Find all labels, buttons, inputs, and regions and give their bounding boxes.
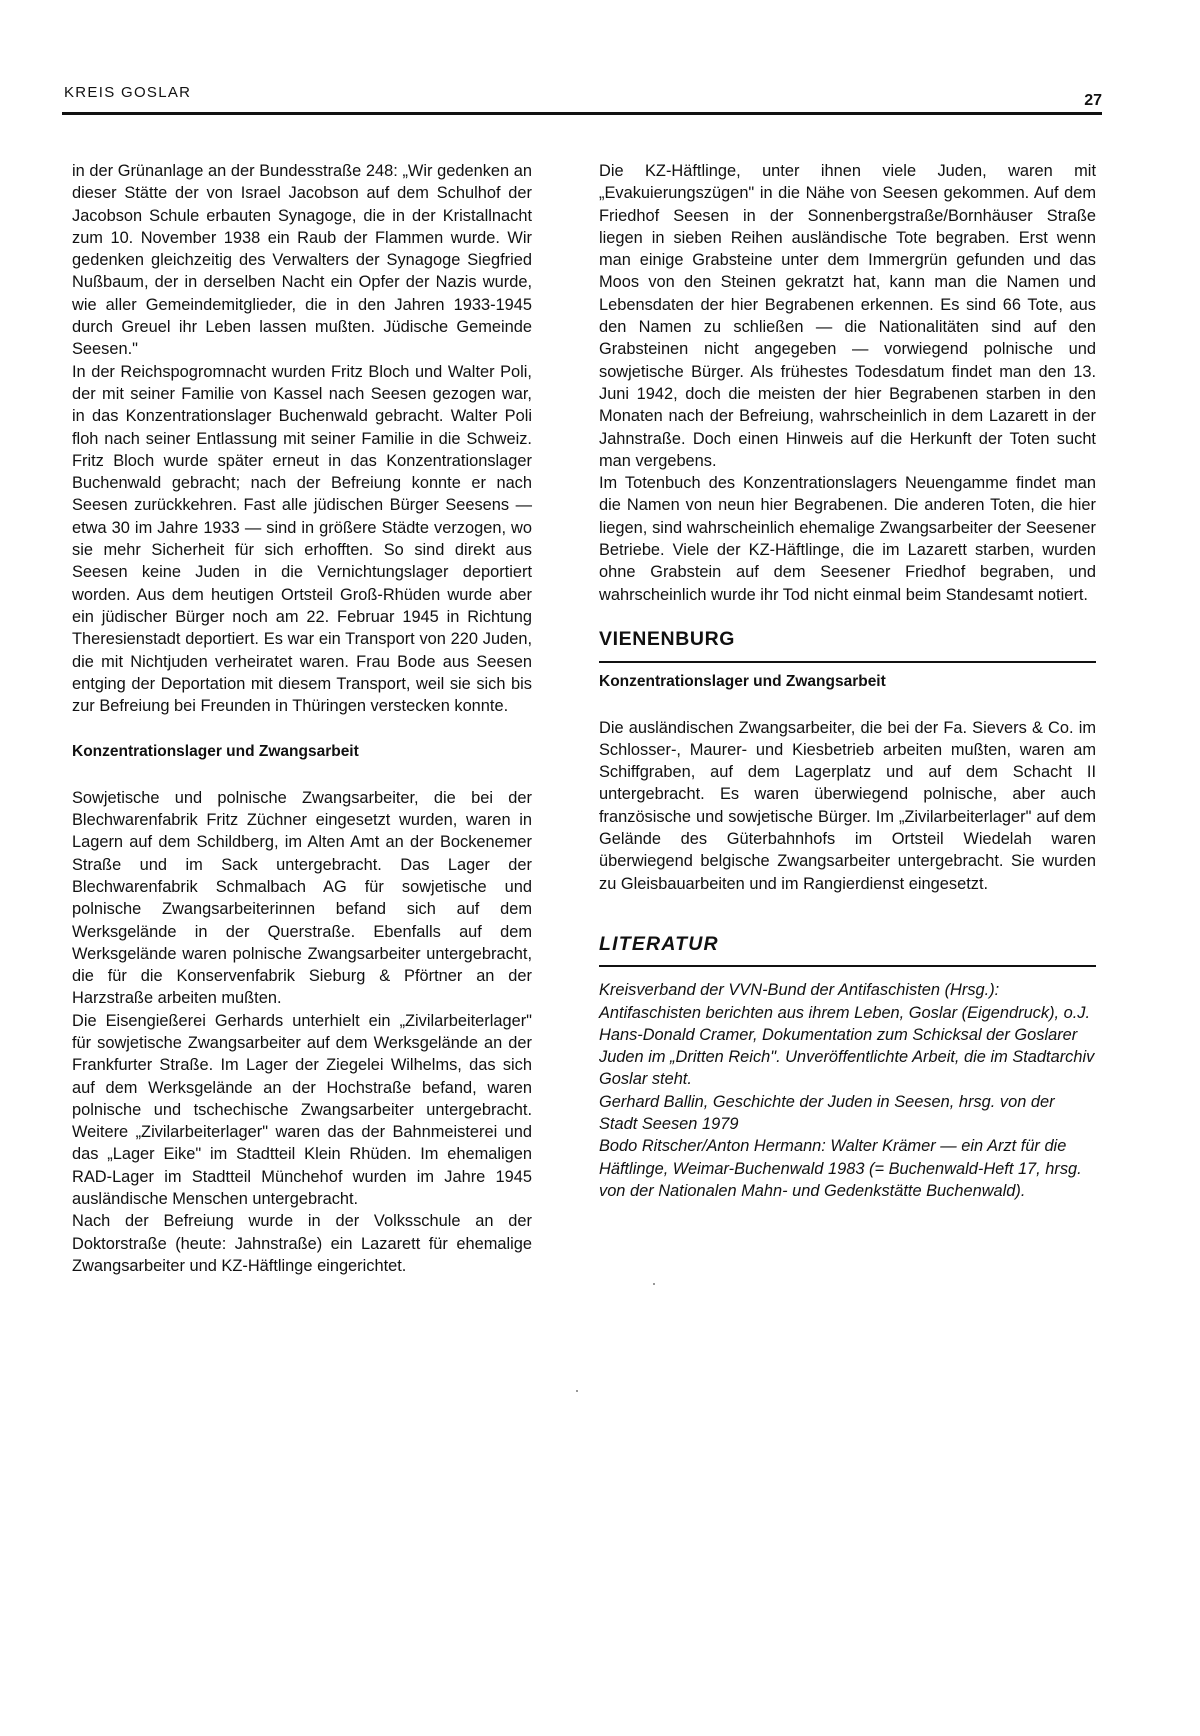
literature-entry: Gerhard Ballin, Geschichte der Juden in Seesen, hrsg. von der Stadt Seesen 1979 (599, 1092, 1055, 1133)
paragraph: Die KZ-Häftlinge, unter ihnen viele Juden, waren mit „Evakuierungszügen" in die Nähe von Seesen gekommen. Auf dem Friedhof Seesen in der Sonnenbergstraße/Bornhäuser Straße liegen in sieben Reihen ausländische Tote begraben. Erst wenn man einige Grabsteine unter dem Immergrün gefunden und das Moos von den Steinen gekratzt hat, kann man die Namen und Lebensdaten der hier Begrabenen erkennen. Es sind 66 Tote, aus den Namen zu schließen — die Nationalitäten sind auf den Grabsteinen nicht angegeben — vorwiegend polnische und sowjetische Bürger. Als frühestes Todesdatum findet man den 13. Juni 1942, doch die meisten der hier Begrabenen starben in den Monaten nach der Befreiung, wahrscheinlich in dem Lazarett in der Jahnstraße. Doch einen Hinweis auf die Herkunft der Toten sucht man vergebens. (599, 162, 1096, 470)
page-number: 27 (1084, 92, 1102, 109)
paragraph: Sowjetische und polnische Zwangsarbeiter, die bei der Blechwarenfabrik Fritz Züchner eingesetzt wurden, waren in Lagern auf dem Schildberg, im Alten Amt an der Bockenemer Straße und im Sack untergebracht. Das Lager der Blechwarenfabrik Schmalbach AG für sowjetische und polnische Zwangsarbeiterinnen befand sich auf dem Werksgelände in der Querstraße. Ebenfalls auf dem Werksgelände waren polnische Zwangsarbeiter untergebracht, die für die Konservenfabrik Sieburg & Pförtner an der Harzstraße arbeiten mußten. (72, 788, 532, 1008)
scan-speck (576, 1390, 578, 1392)
subheading: Konzentrationslager und Zwangsarbeit (599, 673, 886, 691)
running-head: KREIS GOSLAR (64, 84, 192, 101)
section-heading: VIENENBURG (599, 628, 1096, 663)
paragraph: in der Grünanlage an der Bundesstraße 248: „Wir gedenken an dieser Stätte der von Israel Jacobson auf dem Schulhof der Jacobson Schule erbauten Synagoge, die in der Kristallnacht zum 10. November 1938 ein Raub der Flammen wurde. Wir gedenken gleichzeitig des Verwalters der Synagoge Siegfried Nußbaum, der in derselben Nacht ein Opfer der Nazis wurde, wie aller Gemeindemitglieder, die in den Jahren 1933-1945 durch Greuel ihr Leben lassen mußten. Jüdische Gemeinde Seesen." (72, 162, 532, 359)
literature-heading: LITERATUR (599, 933, 1096, 967)
paragraph: Im Totenbuch des Konzentrationslagers Neuengamme findet man die Namen von neun hier Begrabenen. Die anderen Toten, die hier liegen, sind wahrscheinlich ehemalige Zwangsarbeiter der Seesener Betriebe. Viele der KZ-Häftlinge, die im Lazarett starben, wurden ohne Grabstein auf dem Seesener Friedhof begraben, und wahrscheinlich wurde ihr Tod nicht einmal beim Standesamt notiert. (599, 474, 1096, 604)
paragraph: Die ausländischen Zwangsarbeiter, die bei der Fa. Sievers & Co. im Schlosser-, Maurer- und Kiesbetrieb arbeiten mußten, waren am Schiffgraben, auf dem Lagerplatz und auf dem Schacht II untergebracht. Es waren überwiegend polnische, aber auch französische und sowjetische Bürger. Im „Zivilarbeiterlager" auf dem Gelände des Güterbahnhofs im Ortsteil Wiedelah waren überwiegend belgische Zwangsarbeiter untergebracht. Sie wurden zu Gleisbauarbeiten und im Rangierdienst eingesetzt. (599, 718, 1096, 893)
left-column (72, 160, 532, 1277)
subheading: Konzentrationslager und Zwangsarbeit (72, 743, 359, 761)
literature-entry: Bodo Ritscher/Anton Hermann: Walter Krämer — ein Arzt für die Häftlinge, Weimar-Buchenwald 1983 (= Buchenwald-Heft 17, hrsg. von der Nationalen Mahn- und Gedenkstätte Buchenwald). (599, 1137, 1082, 1200)
paragraph: In der Reichspogromnacht wurden Fritz Bloch und Walter Poli, der mit seiner Familie von Kassel nach Seesen gezogen war, in das Konzentrationslager Buchenwald gebracht. Walter Poli floh nach seiner Entlassung mit seiner Familie in die Schweiz. Fritz Bloch wurde später erneut in das Konzentrationslager Buchenwald gebracht; nach der Befreiung konnte er nach Seesen zurückkehren. Fast alle jüdischen Bürger Seesens — etwa 30 im Jahre 1933 — sind in größere Städte verzogen, wo sie mehr Sicherheit für sich erhofften. So sind direkt aus Seesen keine Juden in die Vernichtungslager deportiert worden. Aus dem heutigen Ortsteil Groß-Rhüden wurde aber ein jüdischer Bürger noch am 22. Februar 1945 in Richtung Theresienstadt deportiert. Es war ein Transport von 220 Juden, die mit Nichtjuden verheiratet waren. Frau Bode aus Seesen entging der Deportation mit diesem Transport, weil sie sich bis zur Befreiung bei Freunden in Thüringen verstecken konnte. (72, 362, 532, 716)
literature-list (599, 979, 1096, 1202)
paragraph: Die Eisengießerei Gerhards unterhielt ein „Zivilarbeiterlager" für sowjetische Zwangsarbeiter auf dem Werksgelände an der Frankfurter Straße. Im Lager der Ziegelei Wilhelms, das sich auf dem Werksgelände an der Hochstraße befand, waren polnische und tschechische Zwangsarbeiter untergebracht. Weitere „Zivilarbeiterlager" waren das der Bahnmeisterei und das „Lager Eike" im Stadtteil Klein Rhüden. Im ehemaligen RAD-Lager im Stadtteil Münchehof wurden im Jahre 1945 ausländische Menschen untergebracht. (72, 1011, 532, 1209)
right-column (599, 160, 1096, 1202)
paragraph: Nach der Befreiung wurde in der Volksschule an der Doktorstraße (heute: Jahnstraße) ein Lazarett für ehemalige Zwangsarbeiter und KZ-Häftlinge eingerichtet. (72, 1212, 532, 1275)
page-header (62, 78, 1102, 115)
literature-entry: Kreisverband der VVN-Bund der Antifaschisten (Hrsg.): Antifaschisten berichten aus ihrem Leben, Goslar (Eigendruck), o.J. (599, 981, 1091, 1022)
literature-entry: Hans-Donald Cramer, Dokumentation zum Schicksal der Goslarer Juden im „Dritten Reich". Unveröffentlichte Arbeit, die im Stadtarchiv Goslar steht. (599, 1025, 1095, 1089)
scan-speck (653, 1283, 655, 1285)
